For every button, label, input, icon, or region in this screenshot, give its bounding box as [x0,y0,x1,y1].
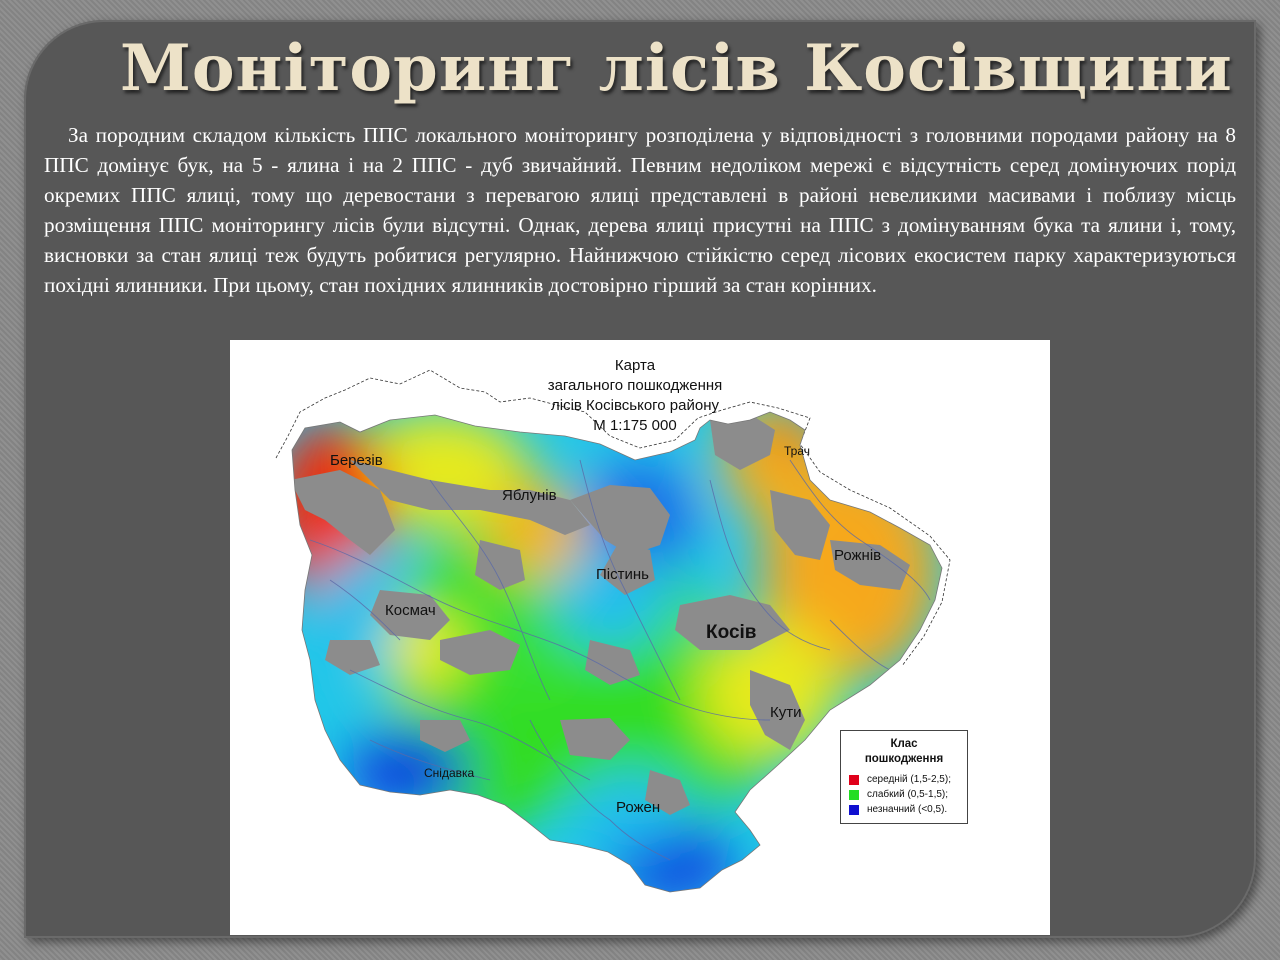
legend-label-moderate: середній (1,5-2,5); [867,774,951,785]
legend-title-line-1: Клас [890,738,918,750]
place-snidavka: Снідавка [424,766,475,780]
map-legend [840,730,968,824]
legend-swatch-blue [849,805,859,815]
legend-swatch-green [849,790,859,800]
legend-item-insignificant [849,803,967,817]
legend-title [841,737,967,767]
place-yablunov: Яблунів [502,487,557,504]
map-title-line-3: лісів Косівського району [551,397,719,414]
map-title [500,356,770,436]
slide-paragraph: За породним складом кількість ППС локального моніторингу розподілена у відповідності з головними породами району на 8 ППС домінує бук, на 5 - ялина і на 2 ППС - дуб звичайний. Певним недоліком мережі є відсутність серед домінуючих порід окремих ППС ялиці, тому що деревостани з перевагою ялиці представлені в районі невеликими масивами і поблизу місць розміщення ППС моніторингу лісів були відсутні. Однак, дерева ялиці присутні на ППС з домінуванням бука та ялини і, тому, висновки за стан ялиці теж будуть робитися регулярно. Найнижчою стійкістю серед лісових екосистем парку характеризуються похідні ялинники. При цьому, стан похідних ялинників достовірно гірший за стан корінних. [44,123,1236,297]
map-title-line-1: Карта [614,357,656,374]
slide-title: Моніторинг лісів Косівщини [120,31,1233,106]
place-kosiv: Косів [706,622,757,643]
place-trach: Трач [784,444,810,458]
legend-label-insignificant: незначний (<0,5). [867,804,948,815]
map-title-line-4: М 1:175 000 [593,417,677,434]
map-title-line-2: загального пошкодження [547,377,723,394]
legend-label-weak: слабкий (0,5-1,5); [867,789,949,800]
place-rozhen: Рожен [616,799,661,816]
place-rozhniv: Рожнів [834,547,882,564]
legend-item-weak [849,788,967,802]
place-kosmach: Космач [385,602,436,619]
damage-map [230,340,1050,935]
legend-swatch-red [849,775,859,785]
place-kuty: Кути [770,704,802,721]
place-pistyn: Пістинь [596,566,649,583]
legend-title-line-2: пошкодження [864,753,944,765]
place-berezov: Березів [330,452,383,469]
legend-item-moderate [849,773,967,787]
